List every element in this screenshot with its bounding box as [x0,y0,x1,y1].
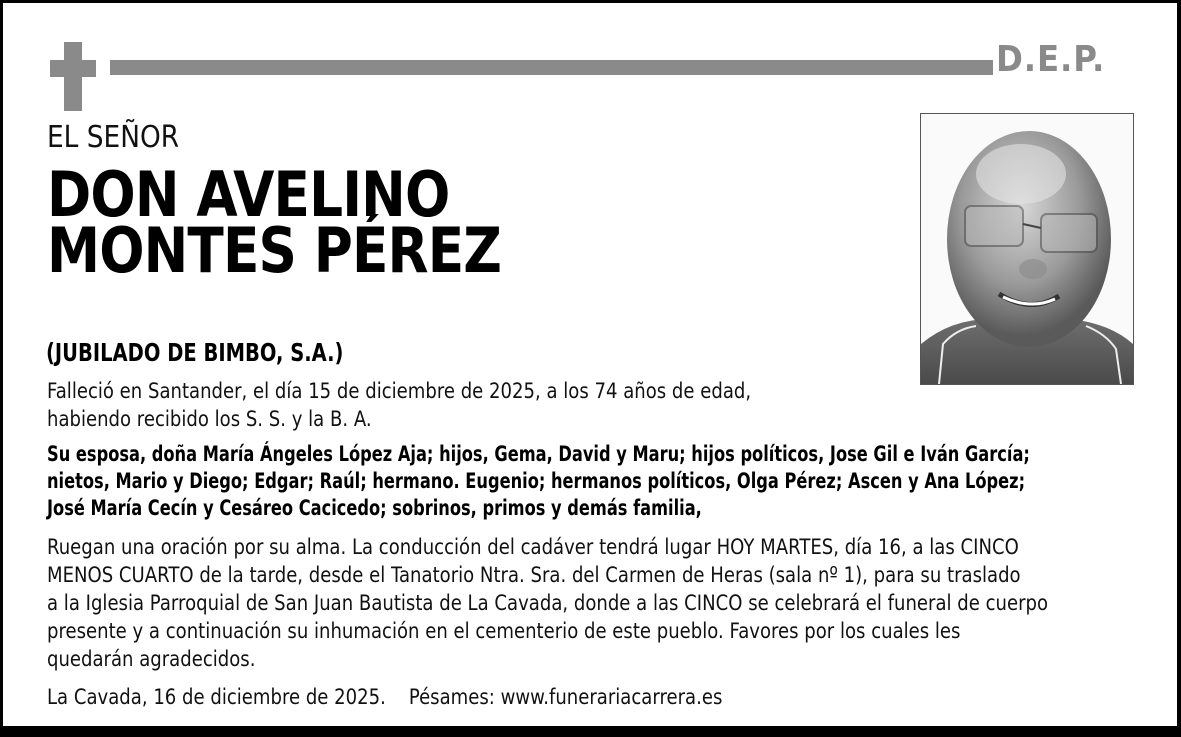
deceased-name [47,158,502,287]
portrait-image [921,114,1133,384]
funeral-info-line: MENOS CUARTO de la tarde, desde el Tanatorio Ntra. Sra. del Carmen de Heras (sala nº 1), para su traslado [47,563,1021,588]
dep-label: D.E.P. [996,39,1106,80]
footer-line [47,685,722,710]
funeral-info-line: presente y a continuación su inhumación en el cementerio de este pueblo. Favores por los cuales les [47,619,961,644]
honorific: EL SEÑOR [47,120,180,155]
name-line-1: DON AVELINO [47,158,450,231]
death-notice-line: habiendo recibido los S. S. y la B. A. [47,407,372,432]
cross-icon-arm [50,60,96,77]
obituary-card [3,3,1177,726]
header-rule [110,60,993,75]
family-line: nietos, Mario y Diego; Edgar; Raúl; hermano. Eugenio; hermanos políticos, Olga Pérez; Ascen y Ana López; [47,469,1026,494]
deceased-photo [920,113,1134,385]
condolences-label: Pésames: [408,685,495,710]
family-line: Su esposa, doña María Ángeles López Aja; hijos, Gema, David y Maru; hijos políticos, Jose Gil e Iván García; [47,442,1030,467]
death-notice-line: Falleció en Santander, el día 15 de diciembre de 2025, a los 74 años de edad, [47,379,752,404]
name-line-2: MONTES PÉREZ [47,214,502,287]
website-link[interactable]: www.funerariacarrera.es [500,685,723,710]
bottom-border [0,726,1181,737]
funeral-info-line: Ruegan una oración por su alma. La conducción del cadáver tendrá lugar HOY MARTES, día 16, a las CINCO [47,535,1019,560]
place-date: La Cavada, 16 de diciembre de 2025. [47,685,386,710]
family-line: José María Cecín y Cesáreo Cacicedo; sobrinos, primos y demás familia, [47,496,702,521]
occupation-subtitle: (JUBILADO DE BIMBO, S.A.) [46,338,344,367]
funeral-info-line: a la Iglesia Parroquial de San Juan Bautista de La Cavada, donde a las CINCO se celebrará el funeral de cuerpo [47,591,1049,616]
funeral-info-line: quedarán agradecidos. [47,647,256,672]
